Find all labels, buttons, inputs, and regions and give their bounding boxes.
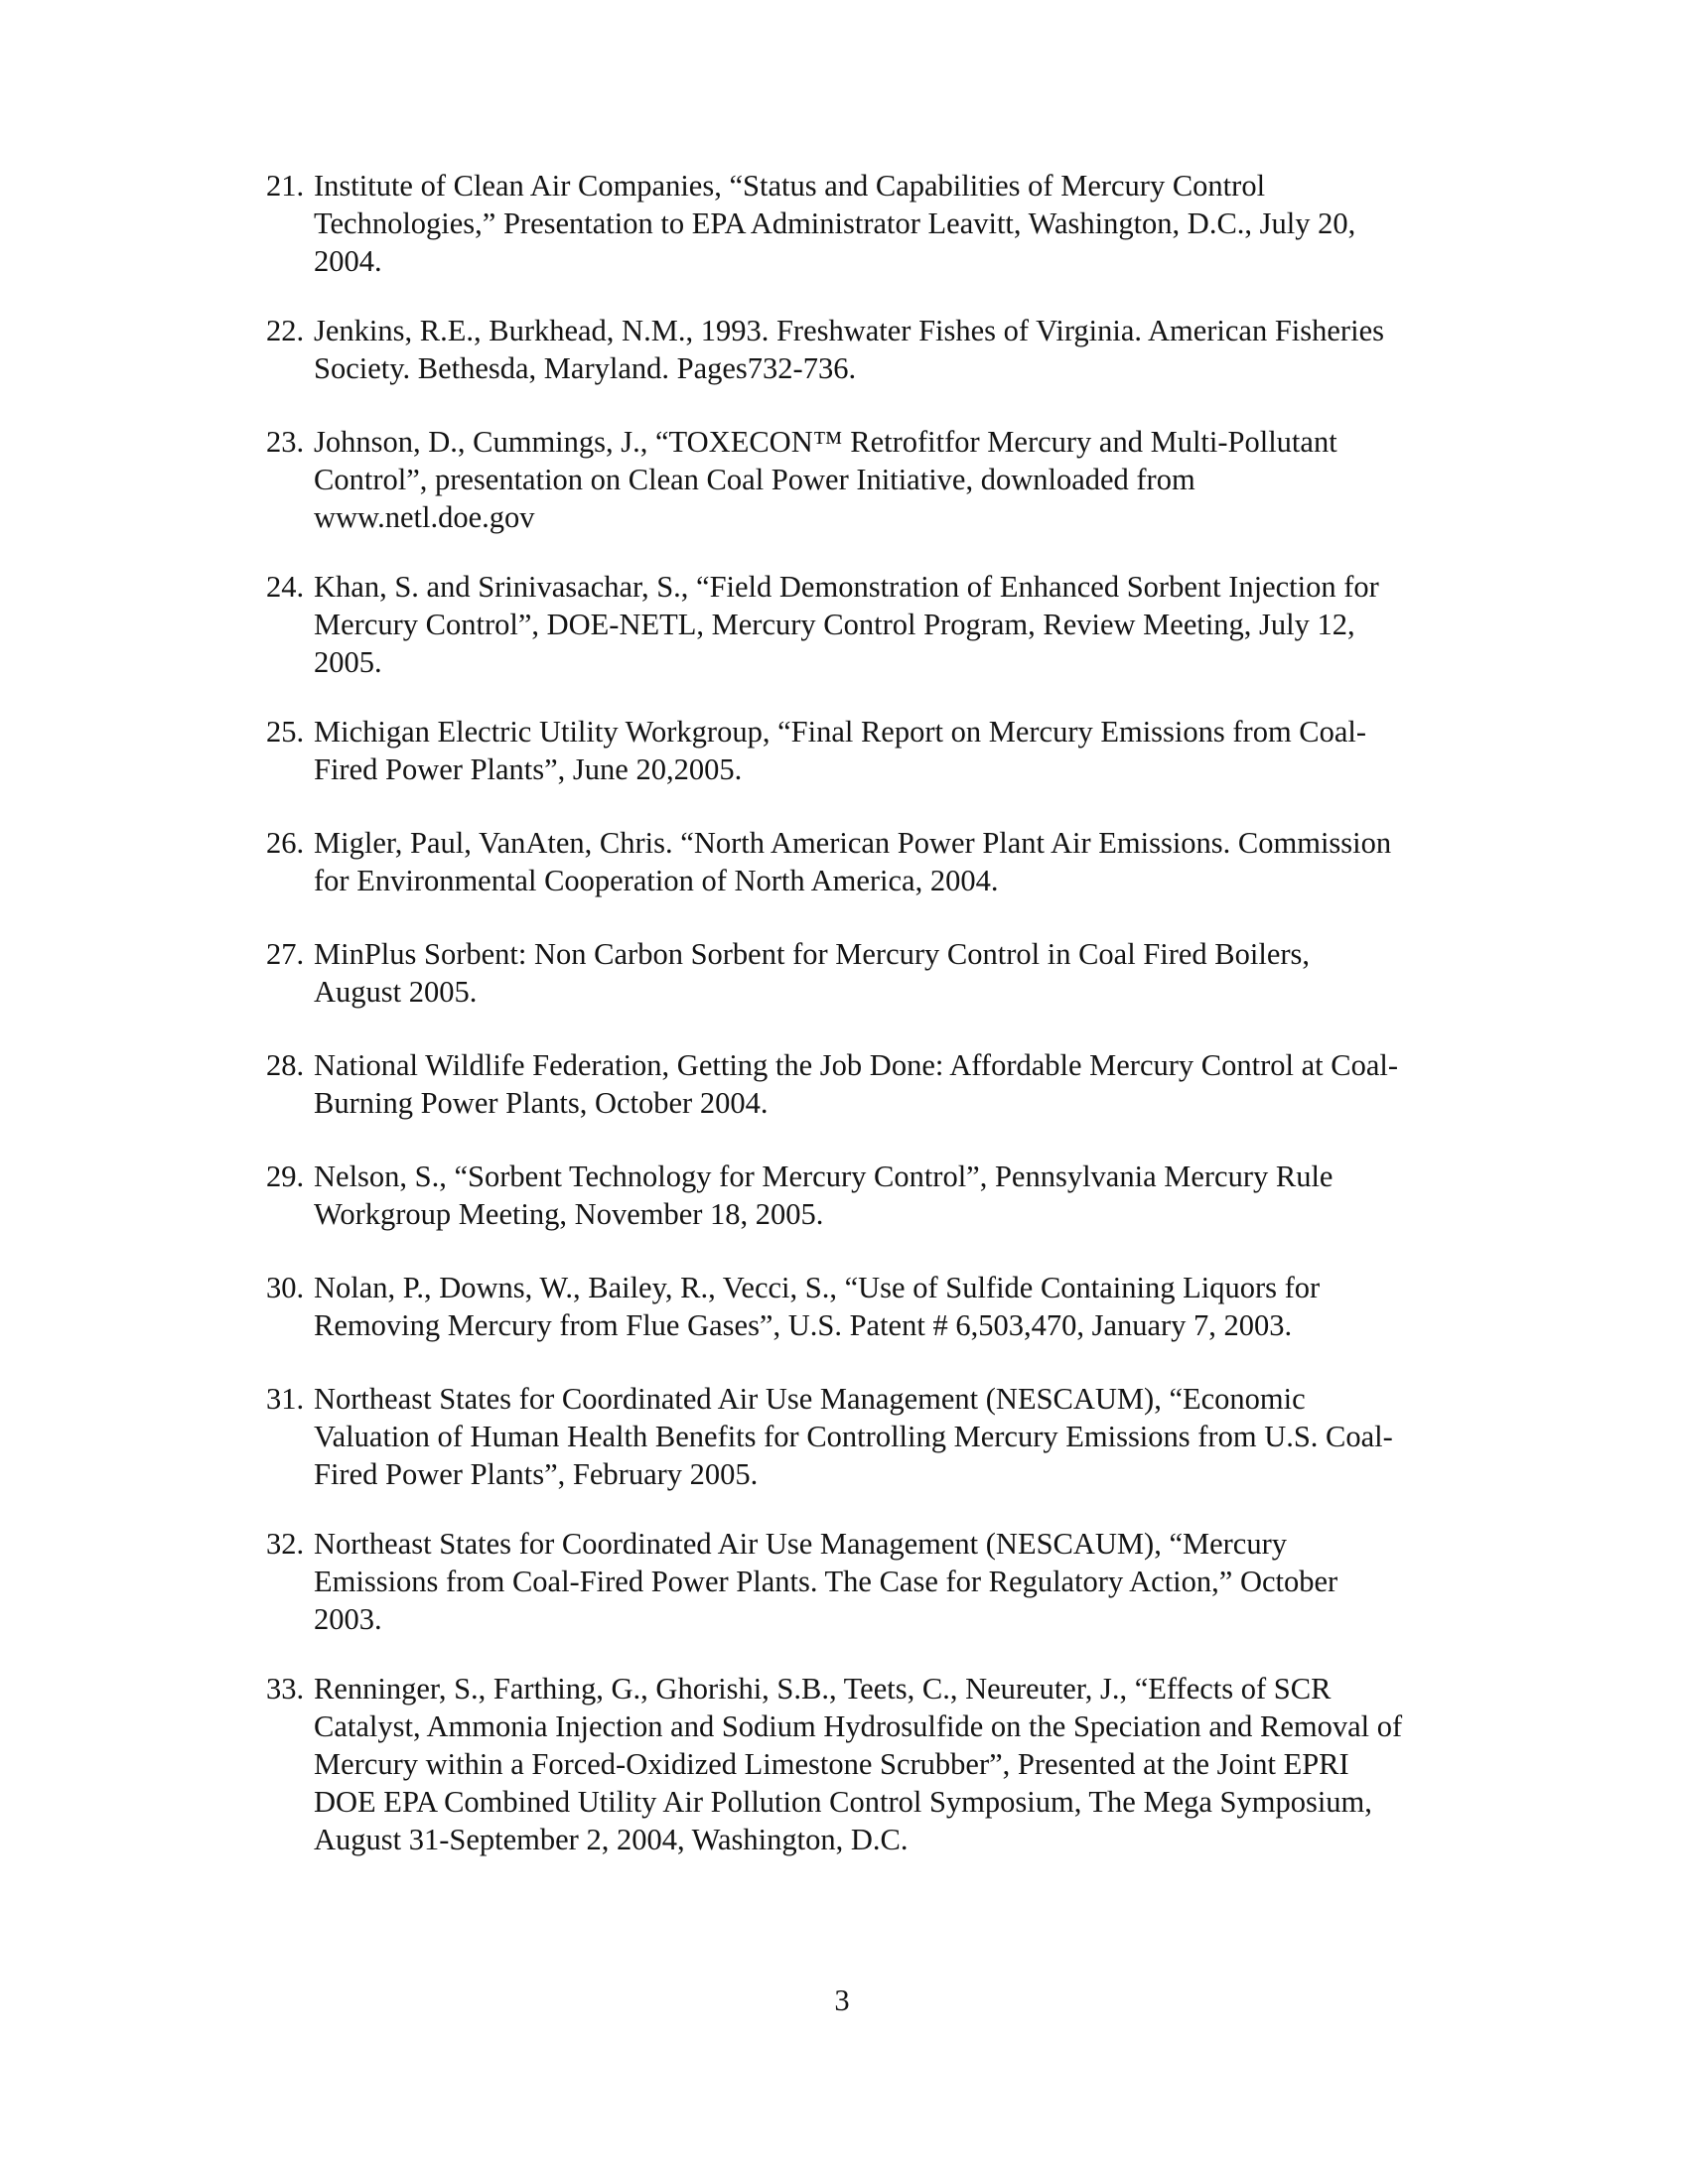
- reference-text: [314, 935, 1507, 1011]
- page-number: 3: [834, 1983, 850, 2017]
- reference-entry: [266, 167, 1507, 280]
- reference-line: Burning Power Plants, October 2004.: [314, 1086, 769, 1120]
- reference-line: DOE EPA Combined Utility Air Pollution Control Symposium, The Mega Symposium,: [314, 1785, 1372, 1819]
- reference-line: Valuation of Human Health Benefits for Controlling Mercury Emissions from U.S. Coal-: [314, 1420, 1393, 1453]
- reference-line: Removing Mercury from Flue Gases”, U.S. Patent # 6,503,470, January 7, 2003.: [314, 1308, 1293, 1342]
- reference-entry: [266, 423, 1507, 536]
- reference-line: Society. Bethesda, Maryland. Pages732-736.: [314, 351, 857, 385]
- reference-text: [314, 1525, 1507, 1638]
- reference-number: 33.: [266, 1672, 305, 1706]
- reference-line: Migler, Paul, VanAten, Chris. “North American Power Plant Air Emissions. Commission: [314, 826, 1392, 860]
- reference-number: 24.: [266, 570, 305, 604]
- reference-entry: [266, 1269, 1507, 1344]
- reference-line: for Environmental Cooperation of North America, 2004.: [314, 864, 999, 897]
- reference-line: 2003.: [314, 1602, 382, 1636]
- reference-line: Mercury within a Forced-Oxidized Limestone Scrubber”, Presented at the Joint EPRI: [314, 1747, 1349, 1781]
- reference-entry: [266, 1525, 1507, 1638]
- reference-line: Institute of Clean Air Companies, “Status and Capabilities of Mercury Control: [314, 169, 1266, 203]
- reference-text: [314, 423, 1507, 536]
- reference-number: 25.: [266, 715, 305, 749]
- reference-text: [314, 1380, 1507, 1493]
- reference-text: [314, 568, 1507, 681]
- reference-line: Northeast States for Coordinated Air Use Management (NESCAUM), “Mercury: [314, 1527, 1288, 1561]
- reference-line: 2004.: [314, 244, 382, 278]
- reference-line: www.netl.doe.gov: [314, 500, 535, 534]
- reference-line: National Wildlife Federation, Getting the Job Done: Affordable Mercury Control at Coal-: [314, 1048, 1398, 1082]
- reference-line: Jenkins, R.E., Burkhead, N.M., 1993. Freshwater Fishes of Virginia. American Fisheries: [314, 314, 1384, 347]
- reference-line: Michigan Electric Utility Workgroup, “Final Report on Mercury Emissions from Coal-: [314, 715, 1367, 749]
- reference-line: Workgroup Meeting, November 18, 2005.: [314, 1197, 824, 1231]
- reference-line: Nelson, S., “Sorbent Technology for Mercury Control”, Pennsylvania Mercury Rule: [314, 1160, 1333, 1193]
- reference-line: Northeast States for Coordinated Air Use Management (NESCAUM), “Economic: [314, 1382, 1306, 1416]
- reference-entry: [266, 1670, 1507, 1858]
- reference-number: 21.: [266, 169, 305, 203]
- reference-line: Fired Power Plants”, February 2005.: [314, 1457, 759, 1491]
- reference-entry: [266, 1380, 1507, 1493]
- reference-number: 29.: [266, 1160, 305, 1193]
- reference-number: 26.: [266, 826, 305, 860]
- reference-entry: [266, 568, 1507, 681]
- reference-line: Johnson, D., Cummings, J., “TOXECON™ Retrofitfor Mercury and Multi-Pollutant: [314, 425, 1337, 459]
- reference-line: 2005.: [314, 645, 382, 679]
- reference-text: [314, 1046, 1507, 1122]
- reference-line: Nolan, P., Downs, W., Bailey, R., Vecci, S., “Use of Sulfide Containing Liquors for: [314, 1271, 1321, 1304]
- reference-line: Khan, S. and Srinivasachar, S., “Field Demonstration of Enhanced Sorbent Injection for: [314, 570, 1379, 604]
- reference-line: Emissions from Coal-Fired Power Plants. The Case for Regulatory Action,” October: [314, 1565, 1338, 1598]
- reference-entry: [266, 1158, 1507, 1233]
- reference-line: August 2005.: [314, 975, 478, 1009]
- reference-entry: [266, 935, 1507, 1011]
- reference-number: 22.: [266, 314, 305, 347]
- reference-number: 27.: [266, 937, 305, 971]
- reference-text: [314, 1269, 1507, 1344]
- reference-line: Catalyst, Ammonia Injection and Sodium Hydrosulfide on the Speciation and Removal of: [314, 1709, 1403, 1743]
- reference-number: 28.: [266, 1048, 305, 1082]
- reference-text: [314, 312, 1507, 387]
- reference-entry: [266, 713, 1507, 788]
- reference-number: 32.: [266, 1527, 305, 1561]
- reference-entry: [266, 1046, 1507, 1122]
- reference-text: [314, 1670, 1507, 1858]
- reference-line: Mercury Control”, DOE-NETL, Mercury Control Program, Review Meeting, July 12,: [314, 608, 1355, 641]
- reference-text: [314, 713, 1507, 788]
- reference-line: Fired Power Plants”, June 20,2005.: [314, 752, 743, 786]
- reference-line: Technologies,” Presentation to EPA Administrator Leavitt, Washington, D.C., July 20,: [314, 206, 1356, 240]
- reference-line: Renninger, S., Farthing, G., Ghorishi, S.B., Teets, C., Neureuter, J., “Effects of SCR: [314, 1672, 1332, 1706]
- reference-line: MinPlus Sorbent: Non Carbon Sorbent for Mercury Control in Coal Fired Boilers,: [314, 937, 1311, 971]
- reference-number: 31.: [266, 1382, 305, 1416]
- reference-line: August 31-September 2, 2004, Washington, D.C.: [314, 1823, 909, 1856]
- reference-text: [314, 167, 1507, 280]
- reference-entry: [266, 824, 1507, 899]
- reference-line: Control”, presentation on Clean Coal Power Initiative, downloaded from: [314, 463, 1195, 496]
- reference-number: 30.: [266, 1271, 305, 1304]
- reference-number: 23.: [266, 425, 305, 459]
- reference-entry: [266, 312, 1507, 387]
- reference-text: [314, 824, 1507, 899]
- reference-text: [314, 1158, 1507, 1233]
